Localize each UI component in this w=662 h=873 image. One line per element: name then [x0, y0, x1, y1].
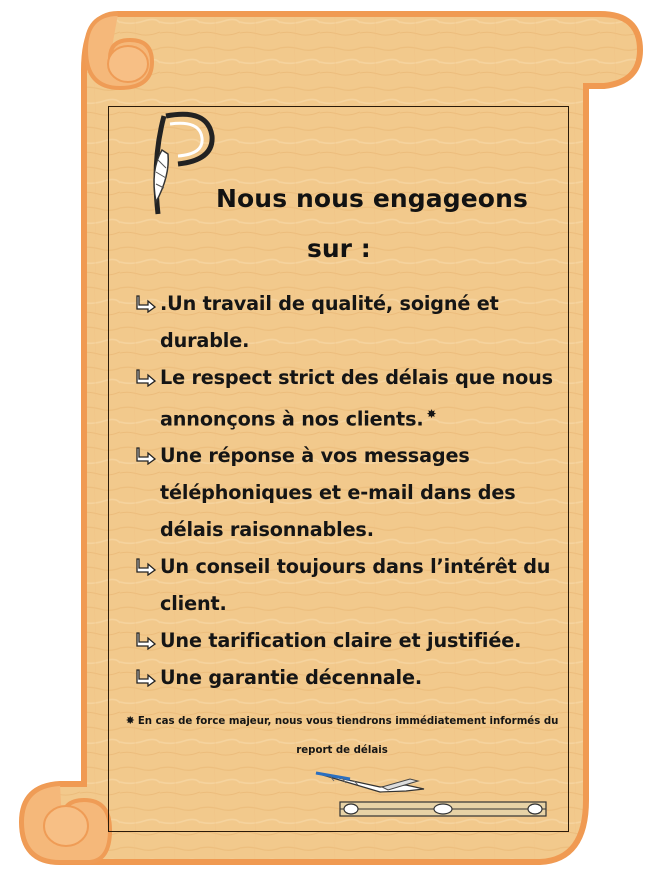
asterisk-star-icon: ✸ — [125, 714, 135, 727]
footnote-line-2: report de délais — [296, 745, 388, 756]
footnote-line-1: ✸ En cas de force majeur, nous vous tiendrons immédiatement informés du — [125, 714, 559, 727]
footnote — [122, 706, 562, 765]
list-item — [133, 548, 573, 622]
list-item — [133, 437, 573, 548]
title-line-2: sur : — [307, 234, 371, 263]
drop-cap-quill-p-icon — [148, 110, 222, 220]
list-item — [133, 659, 573, 696]
asterisk-star-icon: ✸ — [426, 407, 437, 421]
hollow-arrow-down-right-icon — [136, 447, 156, 465]
commitment-list — [133, 285, 573, 696]
hollow-arrow-down-right-icon — [136, 632, 156, 650]
hollow-arrow-down-right-icon — [136, 369, 156, 387]
list-item-text: Une réponse à vos messages téléphoniques et e-mail dans des délais raisonnables. — [160, 444, 516, 542]
list-item-text: Un conseil toujours dans l’intérêt du client. — [160, 555, 551, 616]
list-item-text: Une garantie décennale. — [160, 666, 422, 690]
hollow-arrow-down-right-icon — [136, 295, 156, 313]
list-item — [133, 622, 573, 659]
hollow-arrow-down-right-icon — [136, 669, 156, 687]
decorative-divider-icon — [339, 801, 547, 817]
title-line-1: Nous nous engageons — [216, 184, 528, 213]
list-item-text: Le respect strict des délais que nous annonçons à nos clients. — [160, 366, 553, 431]
list-item-text: Une tarification claire et justifiée. — [160, 629, 522, 653]
hollow-arrow-down-right-icon — [136, 558, 156, 576]
list-item — [133, 359, 573, 437]
list-item — [133, 285, 573, 359]
list-item-text: .Un travail de qualité, soigné et durable. — [160, 292, 499, 352]
quill-pen-icon — [310, 765, 430, 795]
